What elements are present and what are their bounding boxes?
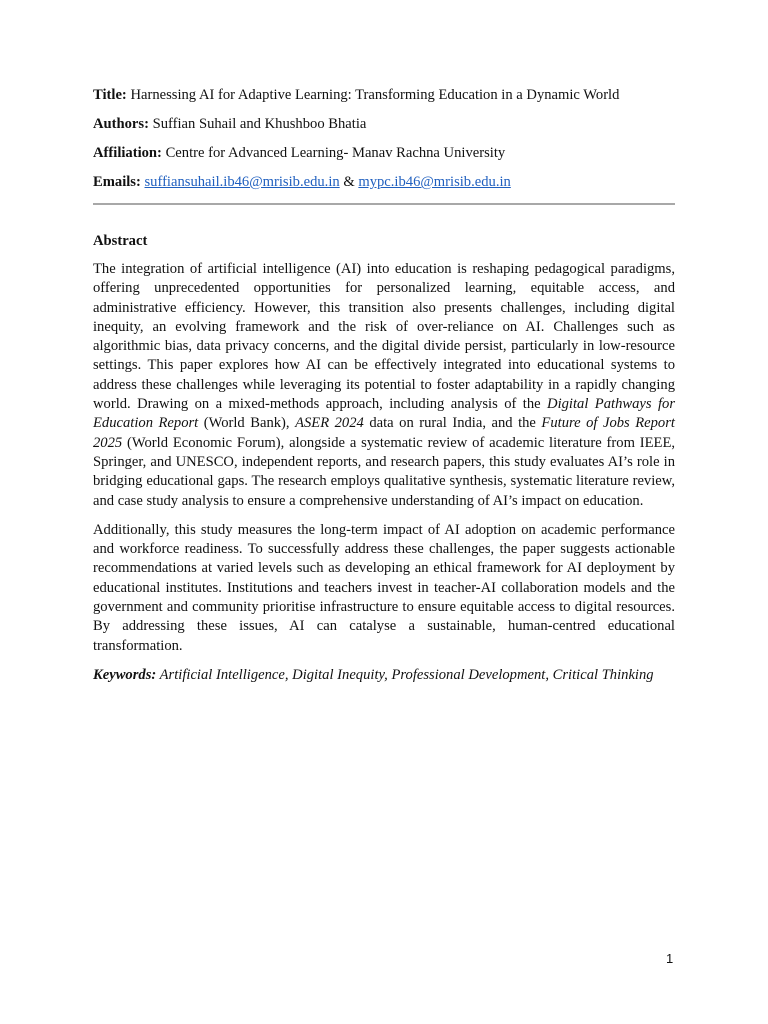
affiliation-label: Affiliation: (93, 145, 162, 161)
abstract-paragraph-2: Additionally, this study measures the long-term impact of AI adoption on academic performance and workforce readiness. To successfully address these challenges, the paper suggests actionable recommendations at varied levels such as developing an ethical framework for AI deployment by educational institutes. Institutions and teachers invest in teacher-AI collaboration models and the government and community prioritise infrastructure to ensure equitable access to digital resources. By addressing these issues, AI can catalyse a sustainable, human-centred educational transformation. (93, 521, 675, 654)
paper-page (93, 85, 675, 685)
affiliation-value: Centre for Advanced Learning- Manav Rachna University (165, 145, 506, 161)
abstract-p1-text-a: The integration of artificial intelligence (AI) into education is reshaping pedagogical paradigms, offering unprecedented opportunities for personalized learning, equitable access, and administrative efficiency. However, this transition also presents challenges, including digital inequity, an evolving framework and the risk of over-reliance on AI. Challenges such as algorithmic bias, data privacy concerns, and the digital divide persist, particularly in low-resource settings. This paper explores how AI can be effectively integrated into educational systems to address these challenges while leveraging its potential to foster adaptability in a rapidly changing world. Drawing on a mixed-methods approach, including analysis of the (93, 261, 675, 413)
keywords-value: Artificial Intelligence, Digital Inequity, Professional Development, Critical Thinking (159, 666, 654, 683)
abstract-p1-text-c: data on rural India, and the (369, 415, 536, 432)
email-separator: & (343, 174, 355, 190)
email-link-2[interactable]: mypc.ib46@mrisib.edu.in (358, 174, 511, 190)
title-label: Title: (93, 87, 127, 103)
keywords-label: Keywords: (93, 666, 157, 683)
abstract-heading: Abstract (93, 233, 148, 249)
authors-label: Authors: (93, 116, 149, 132)
report-title-future-of-jobs: Future of Jobs Report 2025 (93, 415, 675, 451)
abstract-p1-text-d: (World Economic Forum), alongside a systematic review of academic literature from IEEE, Springer, and UNESCO, independent reports, and research papers, this study evaluates AI’s role in bridging educational gaps. The research employs qualitative synthesis, systematic literature review, and case study analysis to ensure a comprehensive understanding of AI’s impact on education. (93, 434, 676, 509)
abstract-p1-text-b: (World Bank), (203, 415, 290, 432)
report-title-aser: ASER 2024 (295, 415, 364, 432)
header-divider (93, 203, 675, 205)
abstract-paragraph-1 (93, 260, 675, 511)
title-line (93, 85, 675, 105)
paper-title: Harnessing AI for Adaptive Learning: Transforming Education in a Dynamic World (130, 87, 620, 103)
authors-value: Suffian Suhail and Khushboo Bhatia (152, 116, 367, 132)
report-title-digital-pathways: Digital Pathways for Education Report (93, 396, 675, 432)
email-link-1[interactable]: suffiansuhail.ib46@mrisib.edu.in (144, 174, 340, 190)
keywords-line (93, 666, 675, 685)
emails-label: Emails: (93, 174, 141, 190)
emails-line (93, 172, 675, 192)
authors-line (93, 114, 675, 134)
affiliation-line (93, 143, 675, 163)
page-number: 1 (666, 951, 674, 966)
